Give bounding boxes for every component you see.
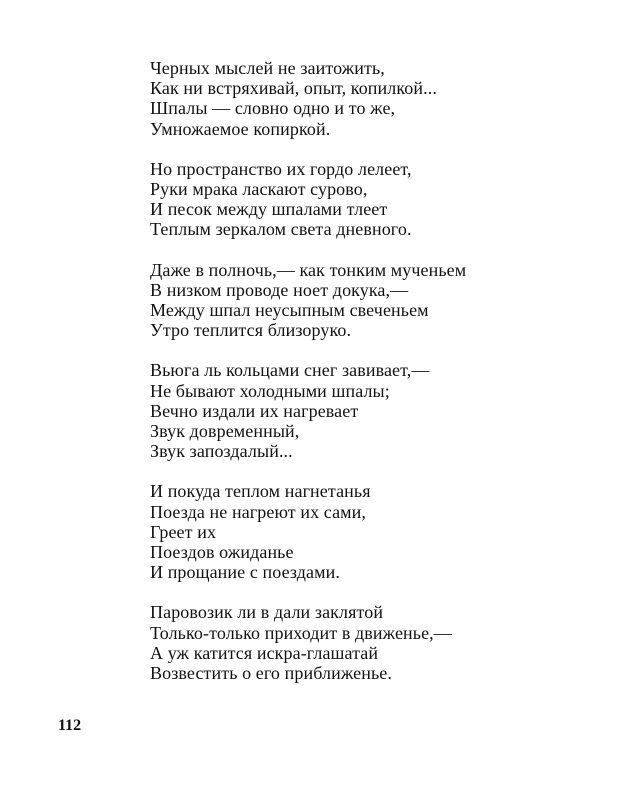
poem-line: Умножаемое копиркой. bbox=[150, 118, 331, 139]
poem-line: Утро теплится близоруко. bbox=[150, 320, 352, 341]
poem-line: Теплым зеркалом света дневного. bbox=[150, 219, 412, 240]
poem-line: Руки мрака ласкают сурово, bbox=[150, 179, 368, 200]
stanza bbox=[150, 159, 570, 240]
stanza bbox=[150, 360, 570, 461]
poem-line: Поездов ожиданье bbox=[150, 542, 294, 563]
poem-line: Как ни встряхивай, опыт, копилкой... bbox=[150, 78, 437, 99]
stanza bbox=[150, 58, 570, 139]
poem-line: Только-только приходит в движенье,— bbox=[150, 622, 452, 643]
poem-line: Но пространство их гордо лелеет, bbox=[150, 158, 412, 179]
poem-line: И покуда теплом нагнетанья bbox=[150, 481, 371, 502]
stanza bbox=[150, 260, 570, 341]
poem-line: А уж катится искра-глашатай bbox=[150, 642, 379, 663]
page-number: 112 bbox=[58, 717, 82, 734]
stanza bbox=[150, 602, 570, 683]
stanza bbox=[150, 481, 570, 582]
poem-line: Звук запоздалый... bbox=[150, 441, 293, 462]
poem-text bbox=[150, 58, 570, 703]
poem-line: Не бывают холодными шпалы; bbox=[150, 380, 390, 401]
poem-line: Между шпал неусыпным свеченьем bbox=[150, 300, 429, 321]
poem-line: Поезда не нагреют их сами, bbox=[150, 501, 367, 522]
poem-line: Греет их bbox=[150, 521, 217, 542]
poem-line: И прощание с поездами. bbox=[150, 562, 340, 583]
poem-line: Черных мыслей не заитожить, bbox=[150, 58, 385, 78]
poem-line: В низком проводе ноет докука,— bbox=[150, 279, 409, 300]
poem-line: Возвестить о его приближенье. bbox=[150, 663, 392, 684]
poem-line: И песок между шпалами тлеет bbox=[150, 199, 388, 220]
poem-line: Вечно издали их нагревает bbox=[150, 400, 359, 421]
poem-line: Даже в полночь,— как тонким мученьем bbox=[150, 259, 467, 280]
poem-line: Шпалы — словно одно и то же, bbox=[150, 98, 396, 119]
poem-line: Вьюга ль кольцами снег завивает,— bbox=[150, 360, 430, 381]
poem-line: Звук довременный, bbox=[150, 421, 300, 442]
poem-line: Паровозик ли в дали заклятой bbox=[150, 602, 384, 623]
